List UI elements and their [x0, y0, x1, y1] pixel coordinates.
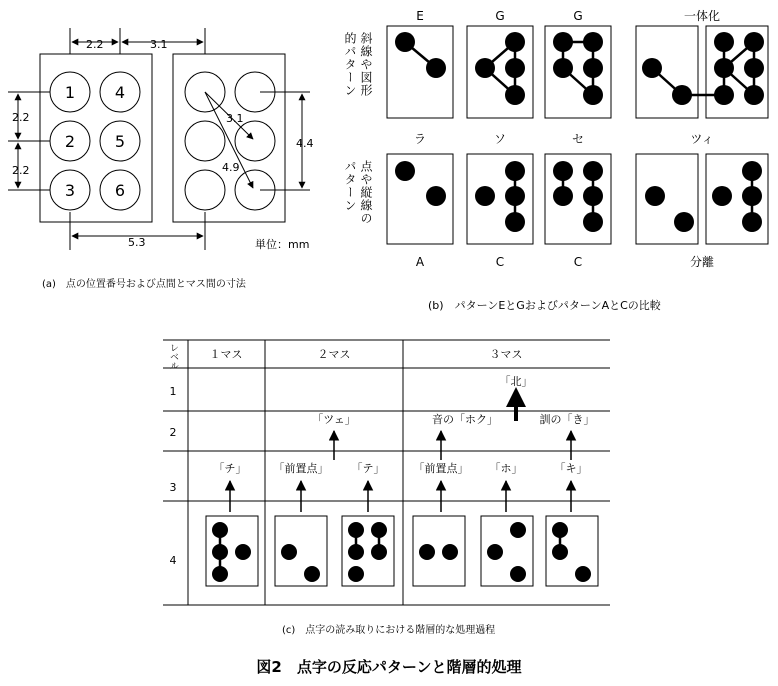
col-header-1: １マス: [209, 348, 243, 361]
dim-h1: 2.2: [86, 38, 104, 51]
label-hoku: 音の「ホク」: [432, 413, 498, 426]
level-1: 1: [169, 385, 177, 398]
label-chi: 「チ」: [213, 462, 247, 475]
label-E: E: [416, 9, 424, 23]
label-te: 「テ」: [351, 462, 385, 475]
kana-ra: ラ: [413, 132, 427, 146]
label-kita-kun: 訓の「き」: [539, 413, 595, 426]
caption-b: (b) パターンEとGおよびパターンAとCの比較: [428, 299, 661, 312]
caption-c: (c) 点字の読み取りにおける階層的な処理過程: [282, 625, 496, 636]
label-bunri: 分離: [689, 255, 715, 269]
level-2: 2: [169, 426, 177, 439]
label-kita: 「北」: [499, 375, 533, 388]
col-header-2: ２マス: [317, 348, 351, 361]
row2-label-2: パターン: [343, 160, 357, 212]
caption-a: (a) 点の位置番号および点間とマス間の寸法: [42, 279, 246, 290]
dot-number-6: 6: [114, 181, 126, 200]
dim-v2: 2.2: [12, 164, 30, 177]
kana-so: ソ: [493, 132, 507, 146]
dim-diag1: 3.1: [226, 112, 244, 125]
dim-bottom: 5.3: [128, 236, 146, 249]
label-G1: G: [495, 9, 505, 23]
panel-c: [163, 340, 610, 636]
unit-label: 単位：mm: [255, 238, 310, 251]
dot-number-5: 5: [114, 132, 126, 151]
col-header-3: ３マス: [489, 348, 523, 361]
figure-title: 図2 点字の反応パターンと階層的処理: [256, 658, 522, 676]
dot-outline: [185, 170, 225, 210]
label-zenchi-1: 「前置点」: [273, 462, 329, 475]
dot-number-4: 4: [114, 83, 126, 102]
label-ittaika: 一体化: [683, 9, 721, 23]
label-C1: C: [495, 255, 505, 269]
label-G2: G: [573, 9, 583, 23]
dot-number-1: 1: [64, 83, 76, 102]
label-C2: C: [573, 255, 583, 269]
label-A: A: [415, 255, 425, 269]
level-4: 4: [169, 554, 177, 567]
dot-outline: [185, 121, 225, 161]
level-header: レベル: [168, 343, 178, 370]
dot-number-2: 2: [64, 132, 76, 151]
label-tsue: 「ツェ」: [312, 413, 356, 426]
dot-number-3: 3: [64, 181, 76, 200]
row1-label-2: 的パターン: [343, 32, 357, 97]
label-zenchi-2: 「前置点」: [413, 462, 469, 475]
kana-tsi: ツィ: [690, 132, 714, 146]
dim-right-v: 4.4: [296, 137, 314, 150]
panel-b: [343, 8, 768, 312]
dim-diag2: 4.9: [222, 161, 240, 174]
row2-label-1: 点や縦線の: [359, 160, 373, 225]
label-ho: 「ホ」: [489, 462, 523, 475]
level-3: 3: [169, 481, 177, 494]
dim-v1: 2.2: [12, 111, 30, 124]
panel-a: [8, 28, 314, 290]
label-ki: 「キ」: [554, 462, 588, 475]
dim-h2: 3.1: [150, 38, 168, 51]
row1-label-1: 斜線や図形: [359, 32, 373, 97]
kana-se: セ: [571, 132, 585, 146]
